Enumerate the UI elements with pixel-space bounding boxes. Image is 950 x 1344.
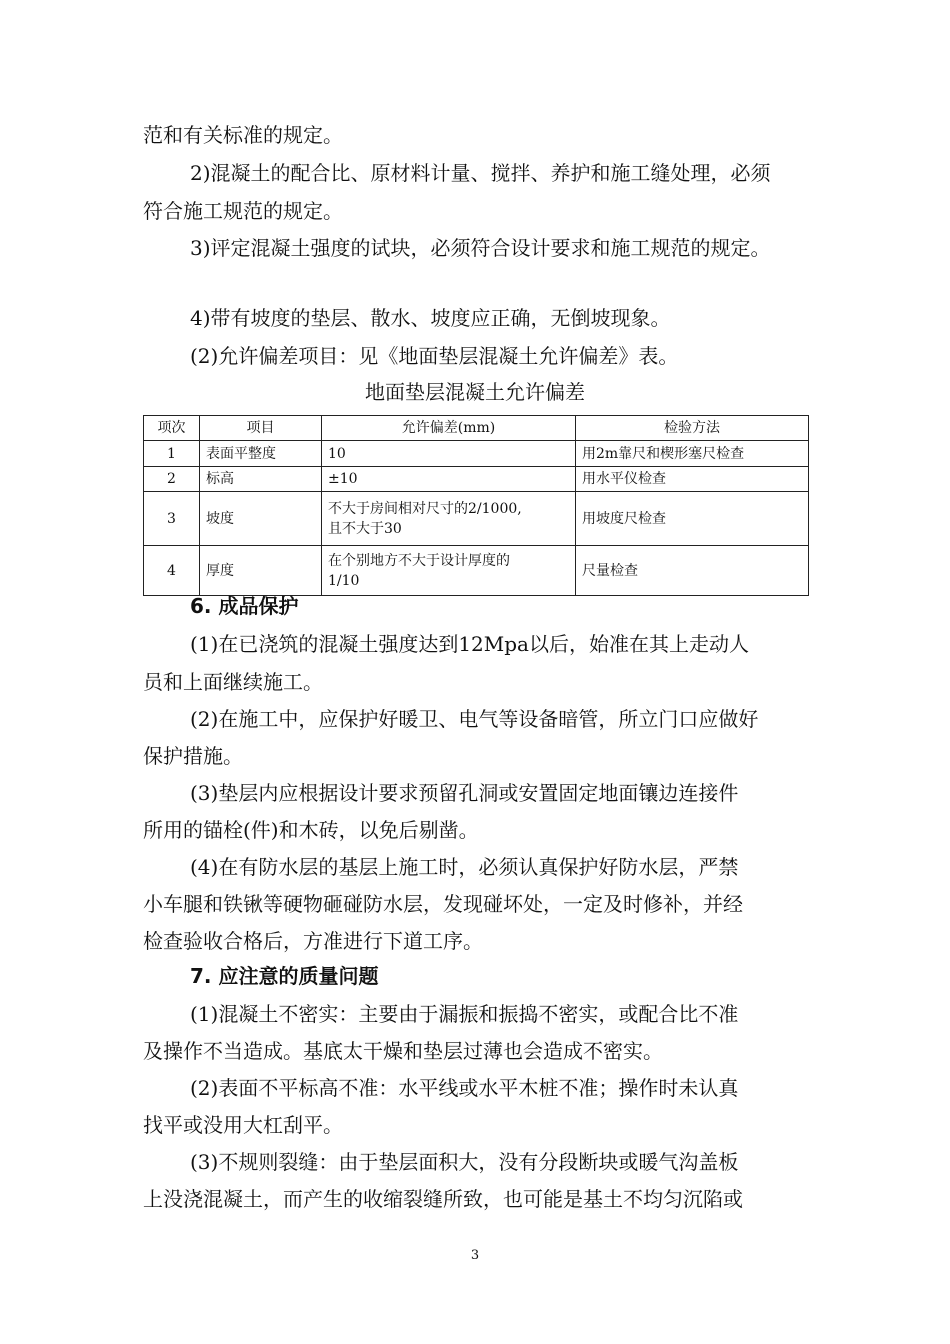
paragraph-line: 找平或没用大杠刮平。	[143, 1113, 343, 1137]
cell-item: 标高	[200, 467, 322, 492]
cell-method: 用水平仪检查	[576, 467, 809, 492]
cell-tolerance-line: 且不大于30	[328, 520, 402, 537]
paragraph-line: (2)表面不平标高不准：水平线或水平木桩不准；操作时未认真	[190, 1076, 739, 1100]
paragraph-line: 范和有关标准的规定。	[143, 123, 343, 147]
paragraph-line: 及操作不当造成。基底太干燥和垫层过薄也会造成不密实。	[143, 1039, 663, 1063]
cell-item: 表面平整度	[200, 441, 322, 467]
paragraph-line: 3)评定混凝土强度的试块，必须符合设计要求和施工规范的规定。	[190, 236, 771, 260]
paragraph-line: (2)允许偏差项目：见《地面垫层混凝土允许偏差》表。	[190, 344, 679, 368]
paragraph-line: 符合施工规范的规定。	[143, 199, 343, 223]
cell-item: 厚度	[200, 546, 322, 596]
header-method: 检验方法	[576, 416, 809, 441]
cell-method: 用坡度尺检查	[576, 492, 809, 546]
cell-tolerance	[322, 546, 576, 596]
paragraph-line: 小车腿和铁锹等硬物砸碰防水层，发现碰坏处，一定及时修补，并经	[143, 892, 743, 916]
paragraph-line: 所用的锚栓(件)和木砖，以免后剔凿。	[143, 818, 479, 842]
paragraph-line: (1)混凝土不密实：主要由于漏振和振捣不密实，或配合比不准	[190, 1002, 739, 1026]
cell-method: 用2m靠尺和楔形塞尺检查	[576, 441, 809, 467]
paragraph-line: (1)在已浇筑的混凝土强度达到12Mpa以后，始准在其上走动人	[190, 632, 749, 656]
paragraph-line: 检查验收合格后，方准进行下道工序。	[143, 929, 483, 953]
table-row	[144, 492, 809, 546]
cell-no: 3	[144, 492, 200, 546]
paragraph-line: 员和上面继续施工。	[143, 670, 323, 694]
paragraph-line: 4)带有坡度的垫层、散水、坡度应正确，无倒坡现象。	[190, 306, 671, 330]
cell-no: 4	[144, 546, 200, 596]
cell-no: 2	[144, 467, 200, 492]
tolerance-table	[143, 415, 809, 596]
table-caption: 地面垫层混凝土允许偏差	[365, 380, 585, 404]
paragraph-line: 2)混凝土的配合比、原材料计量、搅拌、养护和施工缝处理，必须	[190, 161, 771, 185]
header-no: 项次	[144, 416, 200, 441]
section-heading: 6. 成品保护	[190, 594, 299, 618]
cell-no: 1	[144, 441, 200, 467]
table-header-row	[144, 416, 809, 441]
cell-tolerance: ±10	[322, 467, 576, 492]
paragraph-line: (3)不规则裂缝：由于垫层面积大，没有分段断块或暖气沟盖板	[190, 1150, 739, 1174]
header-tolerance: 允许偏差(mm)	[322, 416, 576, 441]
paragraph-line: (3)垫层内应根据设计要求预留孔洞或安置固定地面镶边连接件	[190, 781, 739, 805]
page-number: 3	[470, 1248, 480, 1263]
table-row	[144, 467, 809, 492]
table-row	[144, 441, 809, 467]
paragraph-line: 上没浇混凝土，而产生的收缩裂缝所致，也可能是基土不均匀沉陷或	[143, 1187, 743, 1211]
cell-tolerance	[322, 492, 576, 546]
cell-tolerance-line: 不大于房间相对尺寸的2/1000,	[328, 500, 522, 517]
cell-tolerance-line: 在个别地方不大于设计厚度的	[328, 552, 510, 569]
header-item: 项目	[200, 416, 322, 441]
cell-method: 尺量检查	[576, 546, 809, 596]
section-heading: 7. 应注意的质量问题	[190, 964, 379, 988]
cell-tolerance: 10	[322, 441, 576, 467]
cell-tolerance-line: 1/10	[328, 572, 360, 589]
cell-item: 坡度	[200, 492, 322, 546]
paragraph-line: 保护措施。	[143, 744, 243, 768]
paragraph-line: (2)在施工中，应保护好暖卫、电气等设备暗管，所立门口应做好	[190, 707, 759, 731]
paragraph-line: (4)在有防水层的基层上施工时，必须认真保护好防水层，严禁	[190, 855, 739, 879]
table-row	[144, 546, 809, 596]
